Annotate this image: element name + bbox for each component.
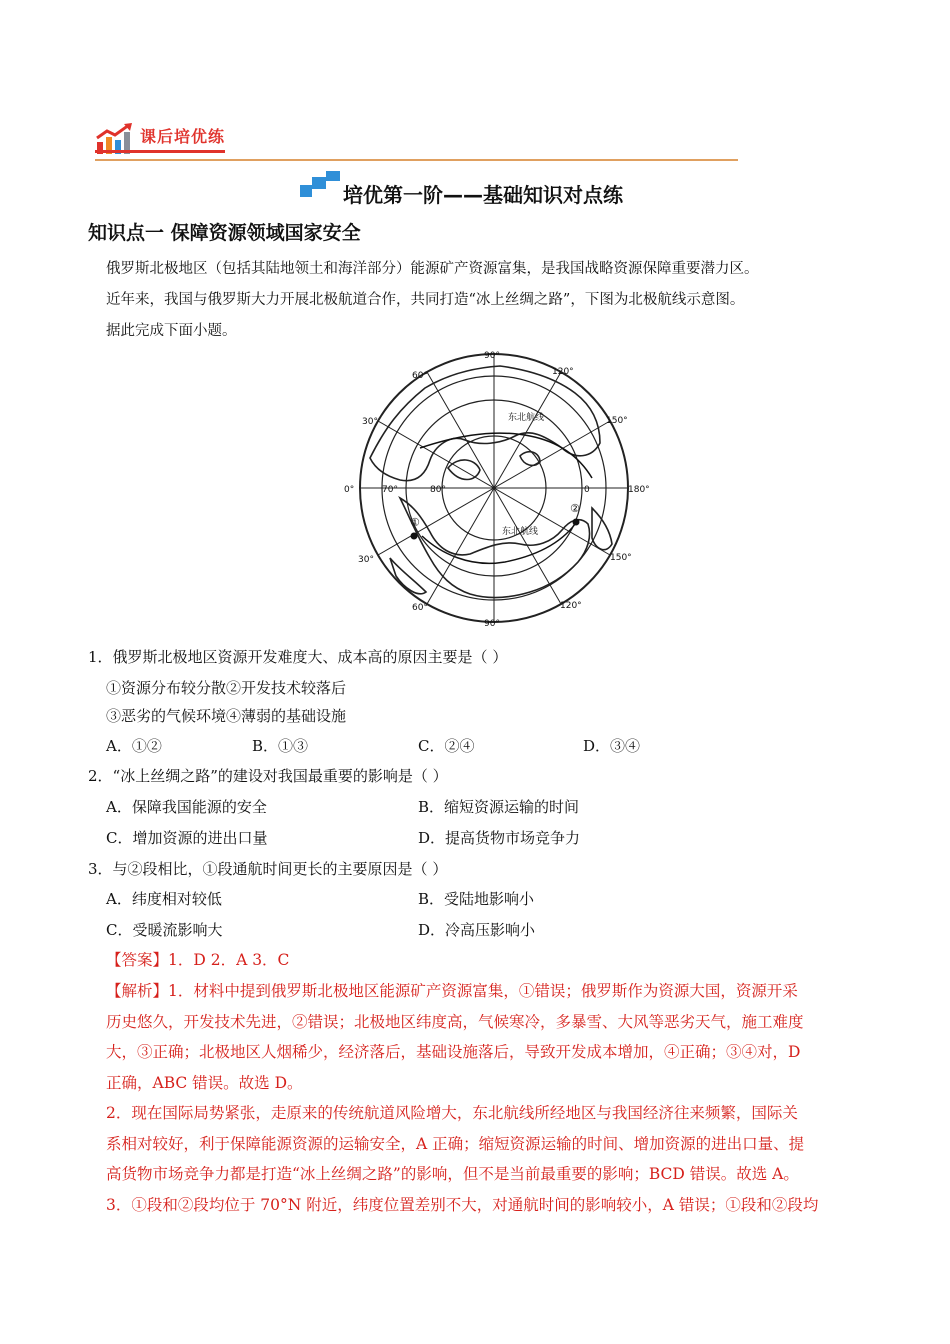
map-label: 东北航线 [502,527,539,537]
intro-line: 近年来，我国与俄罗斯大力开展北极航道合作，共同打造“冰上丝绸之路”，下图为北极航线示意图。 [106,292,745,308]
map-label: 30° [358,555,374,565]
section-title: 培优第一阶——基础知识对点练 [343,183,623,207]
option-c: C．②④ [418,737,475,755]
intro-line: 据此完成下面小题。 [106,323,237,339]
answer-line: 【答案】1．D 2．A 3．C [106,951,290,969]
question-stem: 1．俄罗斯北极地区资源开发难度大、成本高的原因主要是（ ） [88,648,508,666]
question-statement: ③恶劣的气候环境④薄弱的基础设施 [106,707,347,725]
map-label: ① [410,516,420,529]
option-c: C．增加资源的进出口量 [106,829,268,847]
intro-paragraph [106,254,866,347]
analysis-line: 高货物市场竞争力都是打造“冰上丝绸之路”的影响，但不是当前最重要的影响；BCD 错误。故选 A。 [106,1165,799,1183]
map-label: 60° [412,603,428,613]
logo-underline [95,150,225,153]
map-label: 150° [610,553,632,563]
analysis-line: 3．①段和②段均位于 70°N 附近，纬度位置差别不大，对通航时间的影响较小，A 错误；①段和②段均 [106,1195,819,1214]
option-b: B．缩短资源运输的时间 [418,798,580,816]
map-label: 80° [430,485,446,495]
question-stem: 3．与②段相比，①段通航时间更长的主要原因是（ ） [88,860,448,878]
arctic-route-map [330,348,660,634]
map-label: 120° [552,367,574,377]
analysis-block [106,976,861,1220]
map-label: 120° [560,601,582,611]
map-label: 60° [412,371,428,381]
option-d: D．冷高压影响小 [418,921,536,939]
question-stem: 2．“冰上丝绸之路”的建设对我国最重要的影响是（ ） [88,767,448,785]
intro-line: 俄罗斯北极地区（包括其陆地领土和海洋部分）能源矿产资源富集，是我国战略资源保障重要潜力区。 [106,261,759,277]
map-label: 70° [382,485,398,495]
map-label: 东北航线 [508,413,545,423]
option-a: A．①② [106,737,162,755]
map-label: 90° [484,619,500,629]
analysis-line: 【解析】1．材料中提到俄罗斯北极地区能源矿产资源富集，①错误；俄罗斯作为资源大国，资源开采 [106,982,798,1000]
knowledge-point-title: 知识点一 保障资源领域国家安全 [88,222,361,244]
map-label: 180° [628,485,650,495]
map-label: 30° [362,417,378,427]
option-a: A．纬度相对较低 [106,890,222,908]
analysis-line: 系相对较好，利于保障能源资源的运输安全，A 正确；缩短资源运输的时间、增加资源的进出口量、提 [106,1134,805,1153]
option-c: C．受暖流影响大 [106,921,223,939]
option-b: B．受陆地影响小 [418,890,535,908]
steps-icon [300,171,340,201]
map-label: 0 [584,485,590,495]
map-label: 150° [606,416,628,426]
question-statement: ①资源分布较分散②开发技术较落后 [106,679,347,697]
option-b: B．①③ [252,737,309,755]
option-d: D．提高货物市场竞争力 [418,829,581,847]
analysis-line: 正确，ABC 错误。故选 D。 [106,1073,303,1092]
option-d: D．③④ [583,737,641,755]
map-label: ② [570,502,580,515]
analysis-line: 历史悠久，开发技术先进，②错误；北极地区纬度高，气候寒冷，多暴雪、大风等恶劣天气，施工难度 [106,1012,804,1031]
logo-label: 课后培优练 [140,127,226,146]
header-divider [95,159,738,161]
option-a: A．保障我国能源的安全 [106,798,267,816]
analysis-line: 2．现在国际局势紧张，走原来的传统航道风险增大，东北航线所经地区与我国经济往来频繁，国际关 [106,1104,798,1122]
analysis-line: 大，③正确；北极地区人烟稀少，经济落后，基础设施落后，导致开发成本增加，④正确；③④对，D [106,1043,801,1061]
map-label: 90° [484,351,500,361]
map-label: 0° [344,485,355,495]
